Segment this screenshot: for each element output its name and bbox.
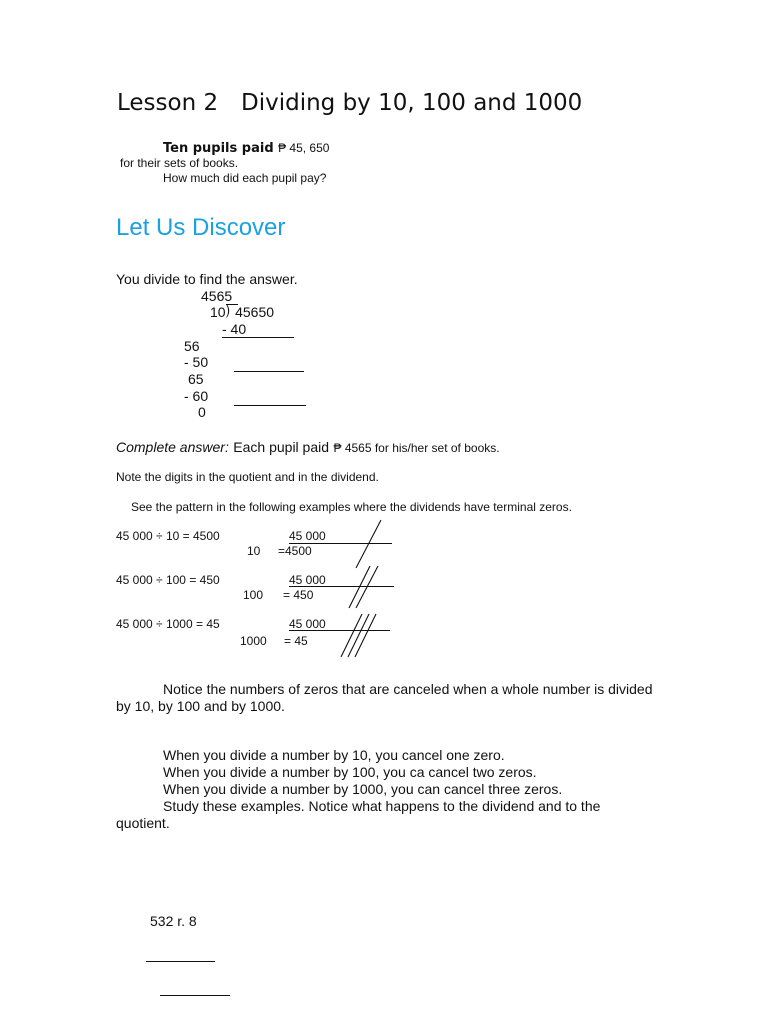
pattern-intro: See the pattern in the following examples where the dividends have terminal zeros. bbox=[131, 500, 572, 514]
answer-text-a: Each pupil paid bbox=[233, 439, 330, 455]
example-equation-1: 45 000 ÷ 10 = 4500 bbox=[116, 529, 220, 543]
lesson-label: Lesson 2 bbox=[117, 90, 219, 116]
division-step-1: - 40 bbox=[222, 321, 247, 337]
answer-label: Complete answer: bbox=[116, 439, 229, 455]
division-step-6: 0 bbox=[198, 404, 206, 420]
rule-line-3: When you divide a number by 1000, you can cancel three zeros. bbox=[163, 781, 563, 797]
example-numerator-3: 45 000 bbox=[289, 617, 326, 631]
notice-paragraph: Notice the numbers of zeros that are canceled when a whole number is divided by 10, by 100 and by 1000. bbox=[116, 681, 653, 714]
rule-line-1: When you divide a number by 10, you cancel one zero. bbox=[163, 747, 505, 763]
discover-intro: You divide to find the answer. bbox=[116, 271, 298, 287]
bottom-rule-2 bbox=[160, 995, 230, 996]
division-step-5: - 60 bbox=[184, 388, 209, 404]
problem-lead: Ten pupils paid bbox=[163, 141, 274, 156]
study-paragraph: Study these examples. Notice what happens to the dividend and to the quotient. bbox=[116, 798, 601, 831]
section-heading: Let Us Discover bbox=[116, 214, 286, 241]
lesson-title: Dividing by 10, 100 and 1000 bbox=[241, 90, 583, 116]
example-result-3: = 45 bbox=[284, 634, 308, 648]
answer-text-b: ₱ 4565 for his/her set of books. bbox=[333, 441, 500, 455]
bottom-rule-1 bbox=[146, 961, 215, 962]
example-numerator-2: 45 000 bbox=[289, 573, 326, 587]
example-denominator-1: 10 bbox=[247, 544, 261, 558]
problem-line-2: for their sets of books. bbox=[120, 156, 239, 170]
note-text: Note the digits in the quotient and in the dividend. bbox=[116, 470, 379, 484]
problem-amount: ₱ 45, 650 bbox=[278, 141, 330, 155]
bottom-quotient: 532 r. 8 bbox=[150, 913, 197, 929]
division-step-2: 56 bbox=[184, 338, 200, 354]
division-step-3: - 50 bbox=[184, 354, 209, 370]
division-divisor-dividend: 10⟌ 45650 bbox=[210, 304, 275, 320]
example-result-2: = 450 bbox=[283, 588, 314, 602]
rule-line-2: When you divide a number by 100, you ca cancel two zeros. bbox=[163, 764, 537, 780]
division-step-4: 65 bbox=[188, 371, 204, 387]
problem-line-3: How much did each pupil pay? bbox=[163, 171, 327, 185]
example-numerator-1: 45 000 bbox=[289, 529, 326, 543]
example-result-1: =4500 bbox=[278, 544, 312, 558]
division-quotient: 4565 bbox=[201, 288, 233, 304]
example-equation-3: 45 000 ÷ 1000 = 45 bbox=[116, 617, 220, 631]
example-denominator-3: 1000 bbox=[240, 634, 267, 648]
example-equation-2: 45 000 ÷ 100 = 450 bbox=[116, 573, 220, 587]
example-denominator-2: 100 bbox=[243, 588, 264, 602]
